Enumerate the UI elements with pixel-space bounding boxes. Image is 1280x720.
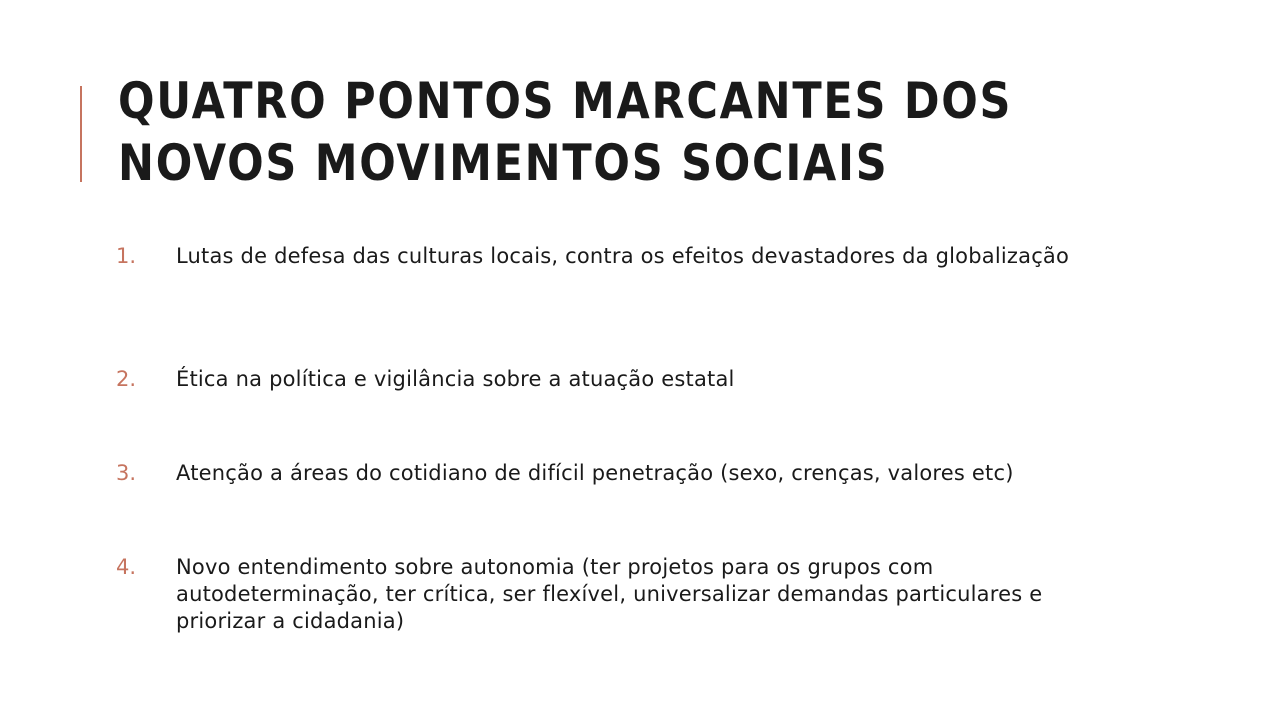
slide-title-line-1: QUATRO PONTOS MARCANTES DOS [118,72,1013,130]
slide-title [118,70,1081,194]
list-item-text: Novo entendimento sobre autonomia (ter projetos para os grupos com autodeterminação, ter crítica, ser flexível, universalizar demandas particulares e priorizar a cidadania) [176,555,1043,633]
list-item-number: 3. [116,461,137,485]
list-item-3 [116,460,1136,487]
list-item-2 [116,366,1136,393]
list-item-text: Ética na política e vigilância sobre a atuação estatal [176,367,735,391]
title-accent-line [80,86,82,182]
list-item-number: 4. [116,555,137,579]
slide-title-line-2: NOVOS MOVIMENTOS SOCIAIS [118,134,889,192]
list-item-number: 1. [116,244,137,268]
list-item-1 [116,243,1136,270]
list-item-4 [116,554,1136,635]
list-item-text: Lutas de defesa das culturas locais, contra os efeitos devastadores da globalização [176,244,1070,268]
list-item-number: 2. [116,367,137,391]
list-item-text: Atenção a áreas do cotidiano de difícil penetração (sexo, crenças, valores etc) [176,461,1014,485]
